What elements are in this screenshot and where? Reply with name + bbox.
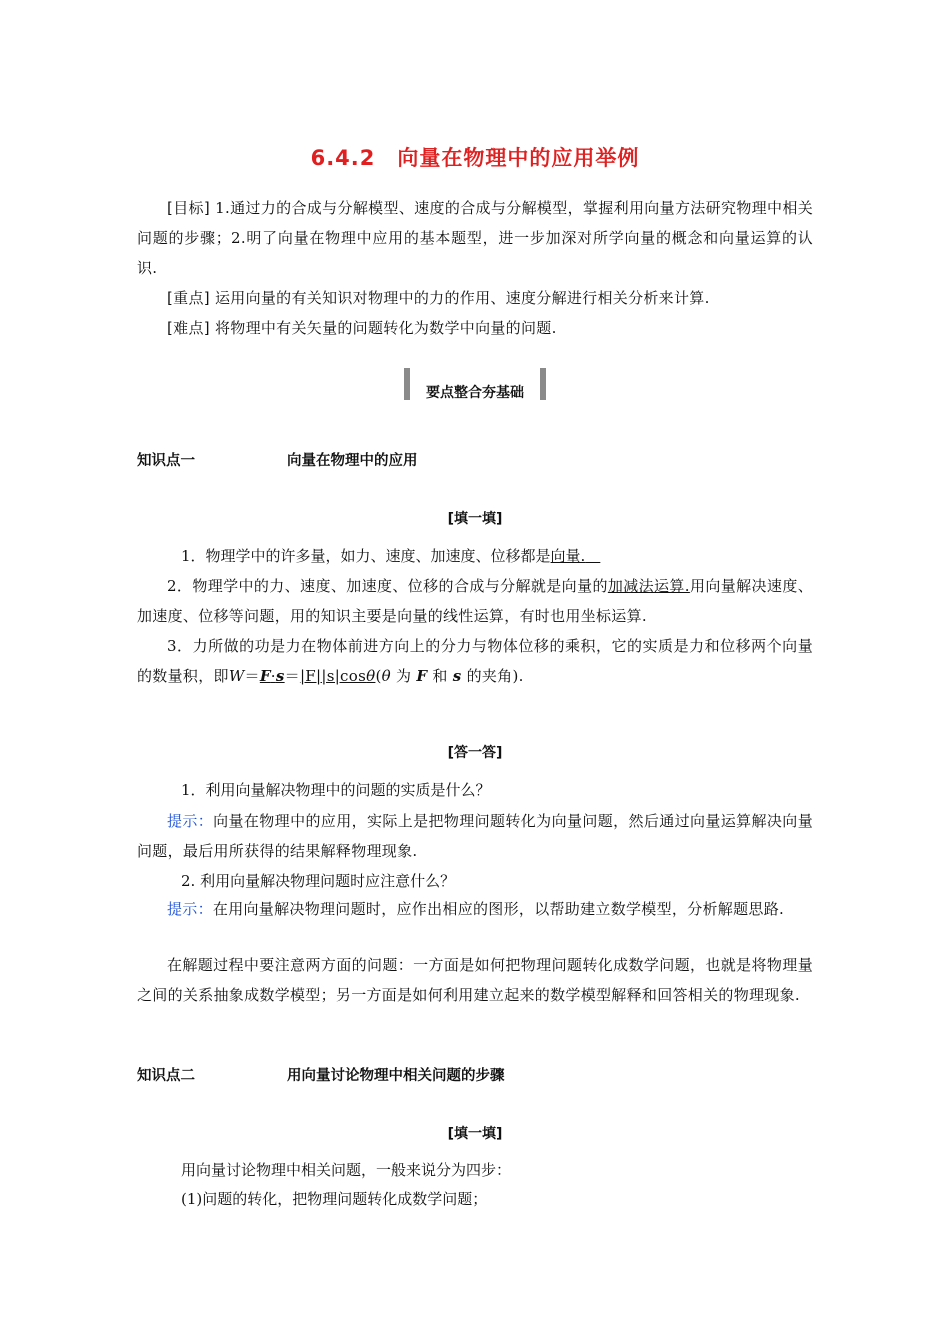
- key-point-paragraph: [137, 283, 813, 313]
- fill-answer-1: 向量.: [550, 547, 586, 565]
- page-title: 6.4.2 向量在物理中的应用举例: [310, 146, 640, 170]
- hint-2: 提示：在用向量解决物理问题时，应作出相应的图形，以帮助建立数学模型，分析解题思路.: [167, 900, 785, 918]
- hint-1: 提示：向量在物理中的应用，实际上是把物理问题转化为向量问题，然后通过向量运算解决向量问题，最后用所获得的结果解释物理现象.: [137, 812, 813, 860]
- hint-label: 提示：: [167, 900, 213, 918]
- fill-heading-1: [填一填]: [447, 511, 503, 527]
- knowledge-point-1-label: 知识点一: [137, 453, 195, 469]
- hint-label: 提示：: [167, 812, 214, 830]
- goals-paragraph: [137, 193, 813, 283]
- key-text: 运用向量的有关知识对物理中的力的作用、速度分解进行相关分析来计算.: [209, 289, 710, 307]
- target-label: [目标]: [167, 199, 211, 217]
- difficult-label: [难点]: [167, 319, 210, 337]
- section-banner: [400, 368, 550, 402]
- fill-heading-2: [填一填]: [447, 1126, 503, 1142]
- fill-answer-2: 加减法运算.: [607, 577, 690, 595]
- difficult-point-paragraph: [137, 313, 813, 343]
- difficult-text: 将物理中有关矢量的问题转化为数学中向量的问题.: [209, 319, 557, 337]
- step-1: (1)问题的转化，把物理问题转化成数学问题；: [181, 1190, 488, 1208]
- banner-right-bar: [540, 368, 546, 400]
- answer-heading: [答一答]: [447, 745, 503, 761]
- work-formula: |F||s|cos: [299, 667, 367, 685]
- knowledge-point-2-title: 用向量讨论物理中相关问题的步骤: [287, 1068, 505, 1084]
- question-2: 2. 利用向量解决物理问题时应注意什么？: [181, 872, 456, 890]
- fill-item-3: 3．力所做的功是力在物体前进方向上的分力与物体位移的乘积，它的实质是力和位移两个向量的数量积，即W＝F·s＝|F||s|cosθ(θ 为 F 和 s 的夹角).: [137, 637, 813, 685]
- target-text: 1.通过力的合成与分解模型、速度的合成与分解模型，掌握利用向量方法研究物理中相关问题的步骤；2.明了向量在物理中应用的基本题型，进一步加深对所学向量的概念和向量运算的认识.: [137, 199, 813, 277]
- key-label: [重点]: [167, 289, 210, 307]
- banner-text: 要点整合夯基础: [426, 385, 524, 401]
- knowledge-point-2-label: 知识点二: [137, 1068, 195, 1084]
- steps-intro: 用向量讨论物理中相关问题，一般来说分为四步：: [181, 1161, 512, 1179]
- fill-item-1: 1．物理学中的许多量，如力、速度、加速度、位移都是向量.: [181, 547, 586, 565]
- hint-2-extra: 在解题过程中要注意两方面的问题：一方面是如何把物理问题转化成数学问题，也就是将物理量之间的关系抽象成数学模型；另一方面是如何利用建立起来的数学模型解释和回答相关的物理现象.: [137, 956, 813, 1004]
- fill-item-2: 2．物理学中的力、速度、加速度、位移的合成与分解就是向量的加减法运算.用向量解决速度、加速度、位移等问题，用的知识主要是向量的线性运算，有时也用坐标运算.: [137, 577, 814, 625]
- question-1: 1．利用向量解决物理中的问题的实质是什么？: [181, 781, 491, 799]
- knowledge-point-1-title: 向量在物理中的应用: [287, 453, 418, 469]
